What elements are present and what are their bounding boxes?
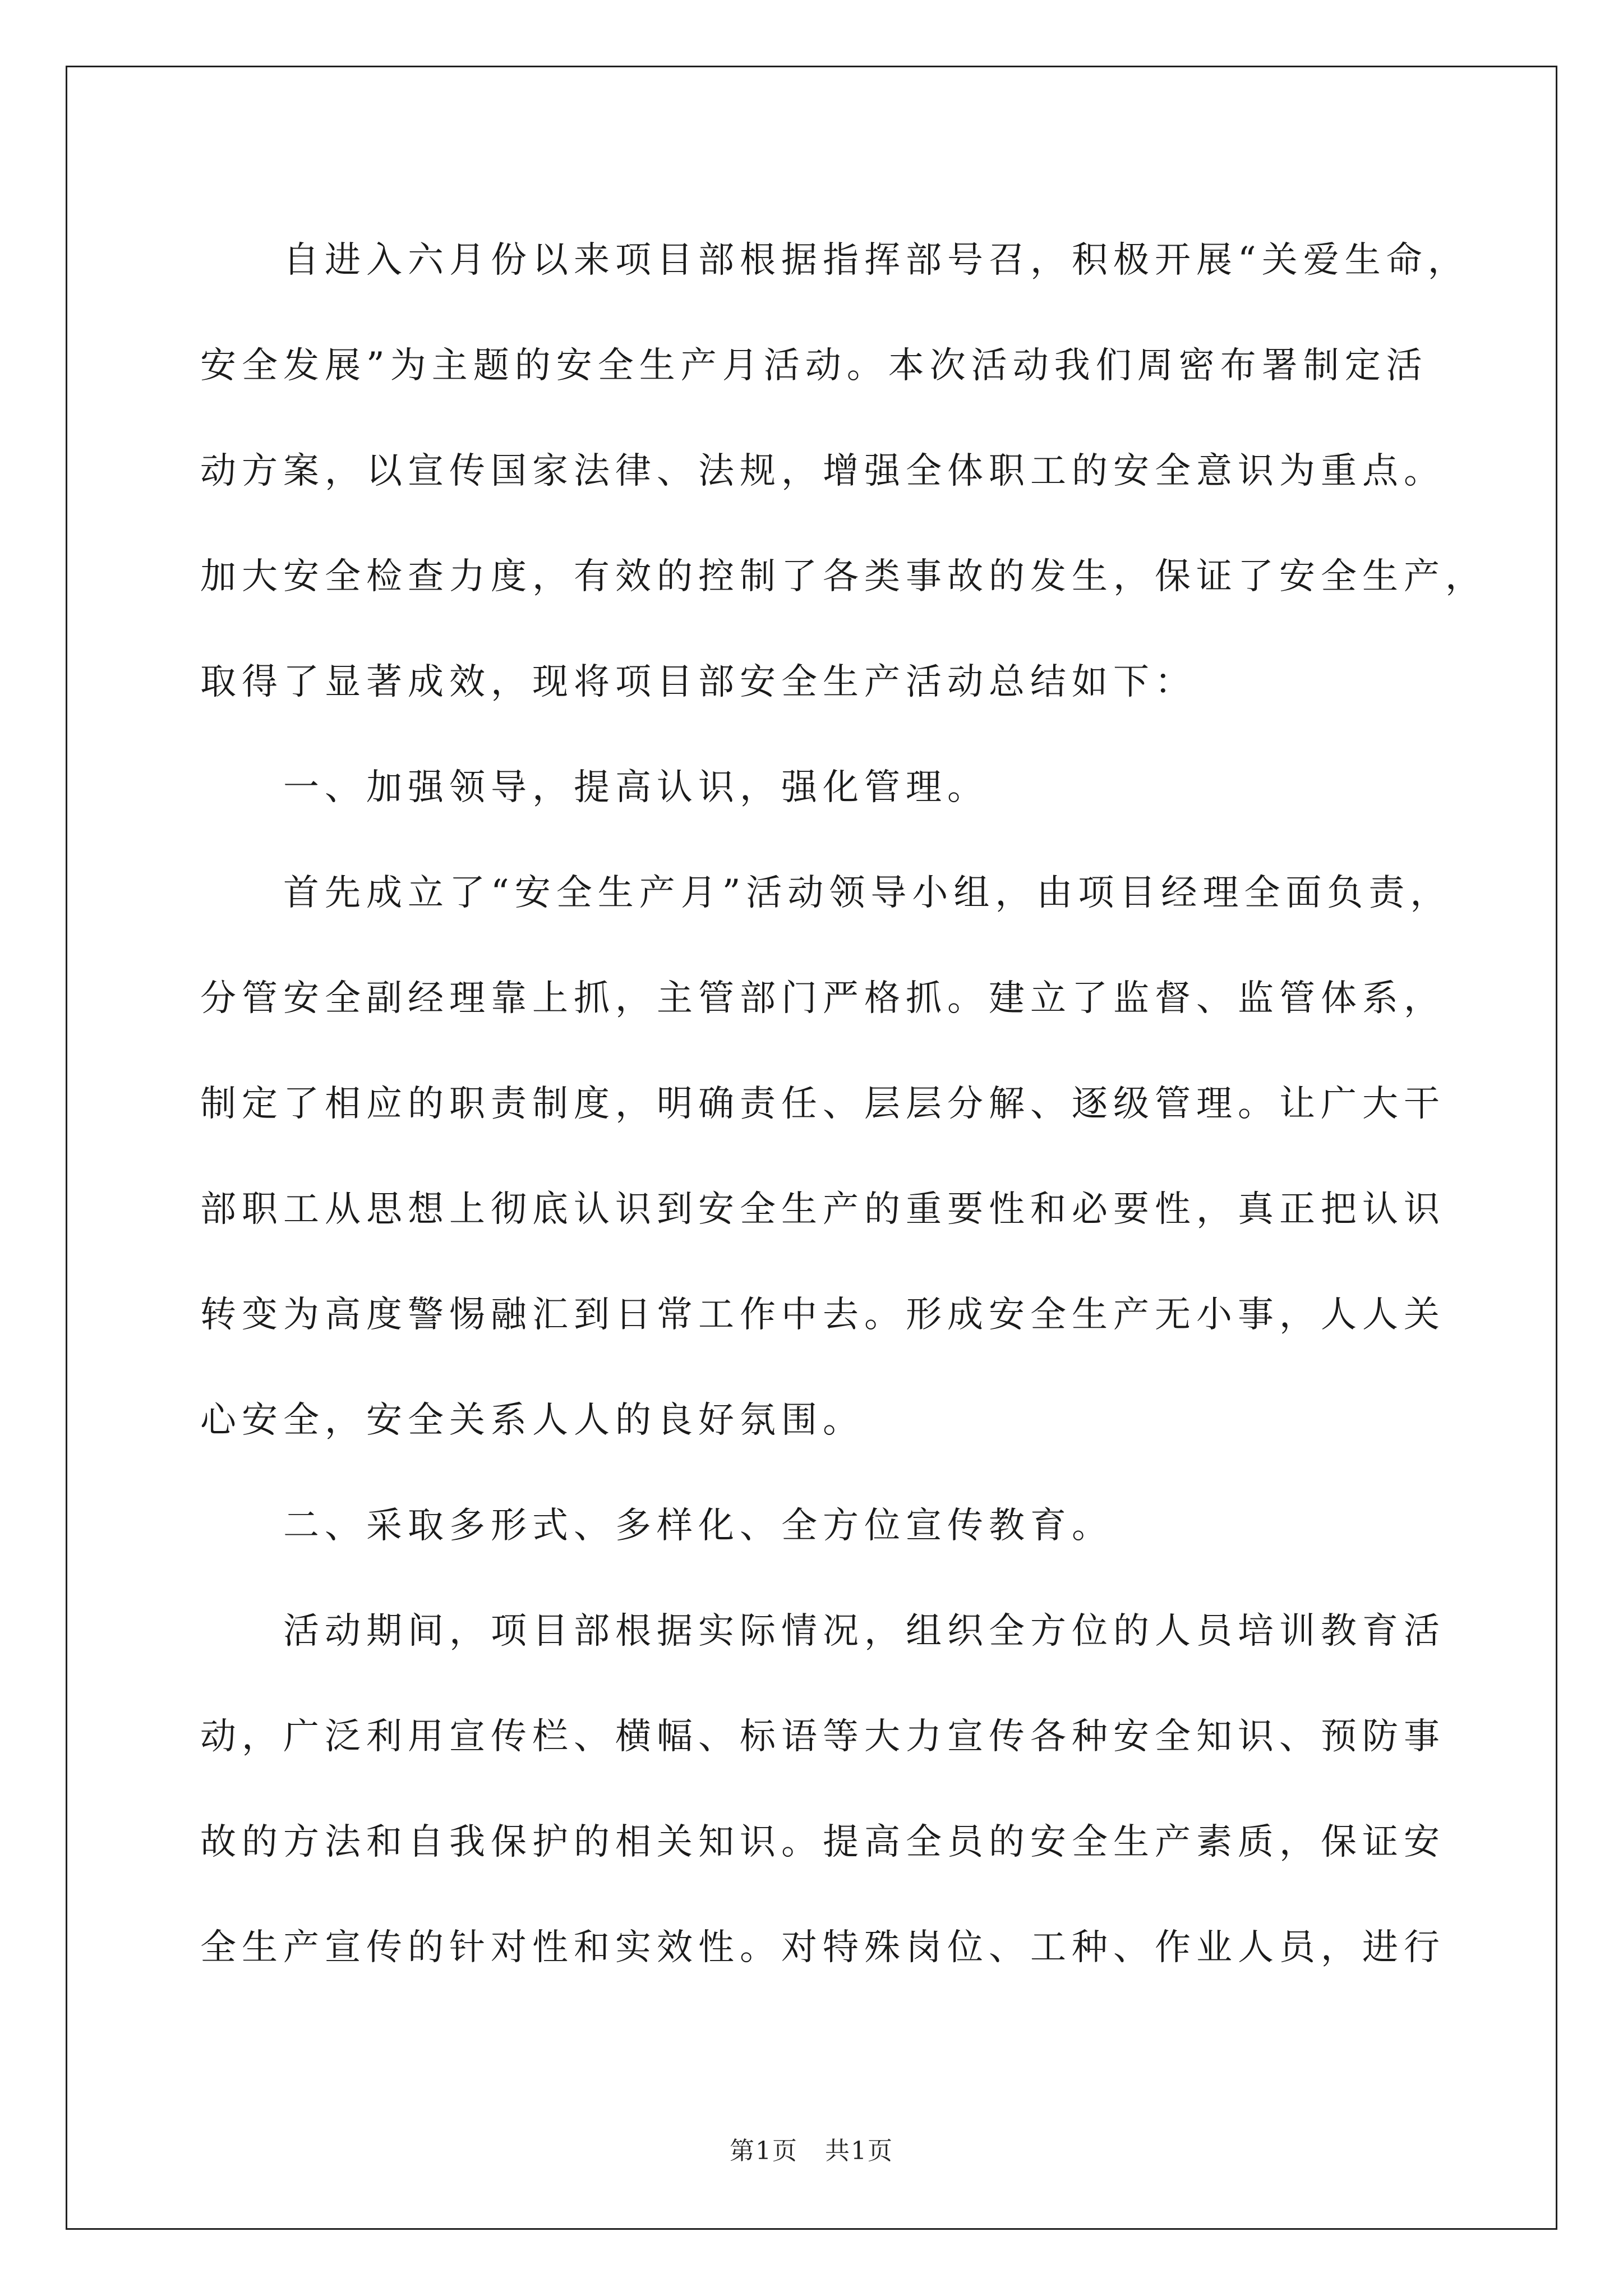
text-line: 制定了相应的职责制度，明确责任、层层分解、逐级管理。让广大干 bbox=[200, 1083, 1445, 1125]
text-line: 转变为高度警惕融汇到日常工作中去。形成安全生产无小事，人人关 bbox=[200, 1294, 1445, 1336]
text-line: 首先成立了“安全生产月”活动领导小组，由项目经理全面负责， bbox=[283, 872, 1452, 914]
text-line: 自进入六月份以来项目部根据指挥部号召，积极开展“关爱生命， bbox=[283, 240, 1469, 281]
text-line: 故的方法和自我保护的相关知识。提高全员的安全生产素质，保证安 bbox=[200, 1821, 1445, 1863]
text-line: 动方案，以宣传国家法律、法规，增强全体职工的安全意识为重点。 bbox=[200, 450, 1445, 492]
text-line: 取得了显著成效，现将项目部安全生产活动总结如下： bbox=[200, 661, 1196, 703]
document-body bbox=[200, 208, 1487, 2000]
page-footer bbox=[0, 2131, 1623, 2166]
text-line: 一、加强领导，提高认识，强化管理。 bbox=[283, 767, 989, 808]
section-heading-2 bbox=[200, 1473, 1451, 1579]
page-total: 共1页 bbox=[825, 2137, 893, 2165]
text-line: 动，广泛利用宣传栏、横幅、标语等大力宣传各种安全知识、预防事 bbox=[200, 1716, 1445, 1757]
text-line: 部职工从思想上彻底认识到安全生产的重要性和必要性，真正把认识 bbox=[200, 1189, 1445, 1230]
text-line: 加大安全检查力度，有效的控制了各类事故的发生，保证了安全生产， bbox=[200, 556, 1487, 597]
paragraph-leadership bbox=[200, 840, 1451, 1473]
text-line: 安全发展”为主题的安全生产月活动。本次活动我们周密布署制定活 bbox=[200, 345, 1428, 386]
text-line: 心安全，安全关系人人的良好氛围。 bbox=[200, 1400, 864, 1441]
section-heading-1 bbox=[200, 735, 1451, 840]
page-number: 第1页 bbox=[730, 2137, 798, 2165]
text-line: 二、采取多形式、多样化、全方位宣传教育。 bbox=[283, 1505, 1113, 1547]
paragraph-education bbox=[200, 1579, 1451, 2000]
paragraph-intro bbox=[200, 208, 1487, 735]
text-line: 活动期间，项目部根据实际情况，组织全方位的人员培训教育活 bbox=[283, 1611, 1445, 1652]
text-line: 分管安全副经理靠上抓，主管部门严格抓。建立了监督、监管体系， bbox=[200, 978, 1445, 1019]
text-line: 全生产宣传的针对性和实效性。对特殊岗位、工种、作业人员，进行 bbox=[200, 1927, 1445, 1968]
